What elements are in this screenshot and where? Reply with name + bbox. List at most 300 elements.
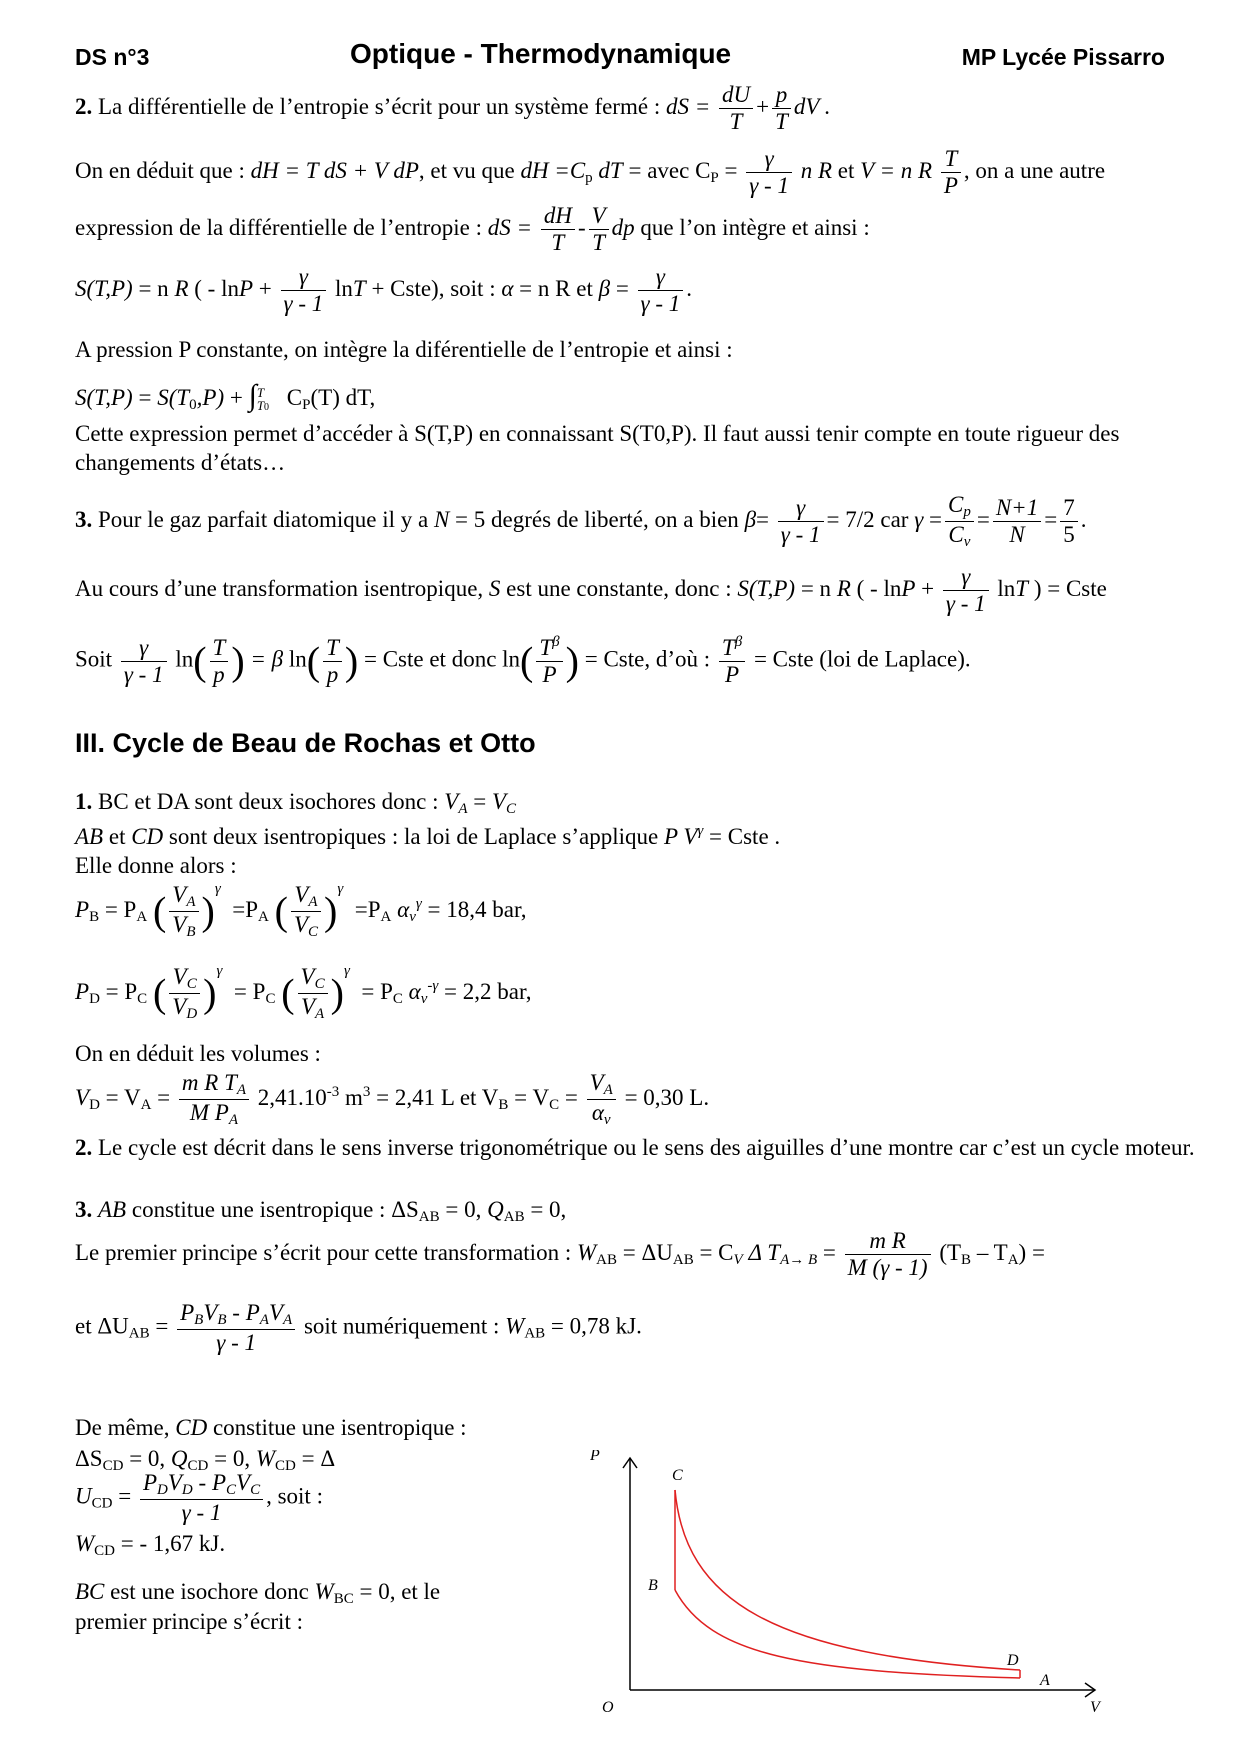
text: + <box>921 576 935 602</box>
math: S <box>488 576 501 602</box>
frac-num: dH <box>541 203 575 230</box>
Cv: C <box>948 522 964 548</box>
text: et ΔU <box>75 1313 129 1339</box>
text: expression de la différentielle de l’entropie : <box>75 215 483 241</box>
s3-cd-4 <box>75 1530 225 1560</box>
text: = V <box>514 1085 550 1111</box>
q3-line1: 3. Pour le gaz parfait diatomique il y a N = 5 degrés de liberté, on a bien β= $\frac{\gamma}{\gamma - 1}$ = 7/2 car γ = $\frac{C_p}{C_v}$ = $\frac{N+1}{N}$ = $\frac{7}{5}$ . <box>75 492 1087 551</box>
math: dH = T dS + V dP <box>250 158 419 184</box>
Tbeta: T <box>721 635 735 660</box>
math: dp <box>611 215 635 241</box>
V: V <box>172 994 187 1020</box>
text: dT <box>345 385 370 410</box>
frac-num <box>169 882 198 912</box>
header-title: Optique - Thermodynamique <box>350 38 732 69</box>
V: V <box>172 963 187 989</box>
sub: C <box>549 1097 560 1114</box>
frac-num <box>298 964 328 994</box>
math: AB <box>98 1197 127 1222</box>
text: = Δ <box>301 1446 336 1471</box>
frac-num: dU <box>719 82 753 109</box>
frac-den: γ - 1 <box>780 522 821 548</box>
text: . <box>1080 507 1087 533</box>
point-b-label: B <box>648 1577 658 1594</box>
eq-PD <box>75 962 531 1023</box>
text: ln <box>997 576 1016 602</box>
s3-q1-line3: Elle donne alors : <box>75 853 237 878</box>
P: P <box>142 1470 158 1495</box>
sup: -γ <box>427 978 439 994</box>
sub: D <box>89 991 100 1007</box>
s3-q1-line2 <box>75 822 780 851</box>
sup: γ <box>216 963 223 979</box>
sub: A <box>236 1082 247 1098</box>
math: BC <box>75 1579 105 1604</box>
text: = 18,4 bar, <box>427 897 527 922</box>
frac-T-P <box>941 146 961 200</box>
text: est une constante, donc : <box>506 576 732 602</box>
frac-num <box>169 964 200 994</box>
paren-open: ( <box>281 970 295 1016</box>
text: (T) <box>310 385 340 410</box>
frac-num <box>291 882 321 912</box>
sup: γ <box>214 881 221 897</box>
axis-v-label: V <box>1090 1699 1100 1716</box>
text: ) = Cste <box>1033 576 1107 602</box>
frac-num <box>179 1070 249 1100</box>
sub: A <box>308 893 318 910</box>
math: P <box>75 979 90 1004</box>
lower-bound <box>257 399 269 413</box>
text: = <box>473 789 487 814</box>
s3-q1-line1 <box>75 788 516 818</box>
frac-gamma-q3c <box>121 635 167 689</box>
sub: AB <box>503 1209 525 1225</box>
q2-line5: A pression P constante, on intègre la diférentielle de l’entropie et ainsi : <box>75 337 733 362</box>
math: = β <box>250 646 284 672</box>
text: 2,41.10 <box>257 1085 327 1111</box>
frac-gamma <box>746 146 792 200</box>
math: S(T <box>157 385 190 410</box>
text: , on a une autre <box>963 158 1106 184</box>
math: V <box>491 789 507 814</box>
s3-bc-2: premier principe s’écrit : <box>75 1609 303 1634</box>
sub: v <box>420 991 428 1007</box>
sub: A <box>228 1112 239 1129</box>
sub: A <box>315 1006 325 1023</box>
pv-diagram <box>590 1450 1150 1740</box>
text: = P <box>233 979 266 1004</box>
dV-text: dV . <box>793 94 831 120</box>
text: = P <box>105 979 138 1004</box>
math: Q <box>487 1197 504 1222</box>
text: = 0, <box>530 1197 567 1222</box>
frac-den: γ - 1 <box>283 291 324 317</box>
paren-close: ) <box>203 970 217 1016</box>
text: = 0, et le <box>359 1579 441 1604</box>
integral-bounds <box>257 386 269 413</box>
sub: C <box>137 991 148 1007</box>
frac-num <box>536 634 562 662</box>
q2-line2 <box>75 146 1105 200</box>
s3-bc-1 <box>75 1578 440 1608</box>
math: AB <box>75 824 104 849</box>
text: = 0,78 kJ. <box>550 1313 642 1339</box>
text: = 0, <box>129 1446 166 1471</box>
sub: C <box>314 975 325 992</box>
sup: β <box>552 634 560 650</box>
frac-den: p <box>213 661 225 687</box>
V: V <box>293 912 308 938</box>
frac-den <box>945 522 974 551</box>
text: = Cste, d’où : <box>584 646 711 672</box>
math: T <box>1015 576 1029 602</box>
Tbeta: T <box>539 635 553 660</box>
s3-q3 <box>75 1196 566 1226</box>
math: CD <box>175 1415 208 1440</box>
paren-open: ( <box>152 888 167 934</box>
text: ln <box>288 646 307 672</box>
text: , soit : <box>266 1483 323 1509</box>
frac-num: T <box>941 146 961 173</box>
frac-num: T <box>323 635 342 662</box>
text: = 5 degrés de liberté, on a bien <box>455 507 739 533</box>
text: C <box>286 385 303 410</box>
math: γ <box>914 507 924 533</box>
frac-gamma-2 <box>281 264 327 318</box>
math: P <box>901 576 916 602</box>
frac-num: p <box>772 82 791 109</box>
math: β <box>598 276 611 302</box>
text: Au cours d’une transformation isentropique, <box>75 576 484 602</box>
text: ( - ln <box>856 576 902 602</box>
text: Soit <box>75 646 113 672</box>
sub: D <box>89 1097 100 1114</box>
sub: BC <box>333 1591 354 1607</box>
math: P V <box>663 824 698 849</box>
frac-den <box>298 994 328 1023</box>
sub: A <box>603 1082 613 1098</box>
frac-den: γ - 1 <box>640 291 681 317</box>
text: soit numériquement : <box>303 1313 500 1339</box>
text: et <box>837 158 855 184</box>
text: que l’on intègre et ainsi : <box>640 215 870 241</box>
sub: A→ B <box>780 1252 818 1269</box>
V: V <box>300 963 315 989</box>
text: = 2,41 L et V <box>376 1085 499 1111</box>
math: α <box>501 276 514 302</box>
math: W <box>314 1579 334 1604</box>
text: = 0, <box>214 1446 251 1471</box>
sub: D <box>186 1006 198 1023</box>
text: = Cste et donc ln <box>363 646 521 672</box>
text: est une isochore donc <box>110 1579 309 1604</box>
P: P <box>245 1300 260 1325</box>
frac-num: γ <box>778 495 824 522</box>
sub: P <box>302 397 311 413</box>
frac-den: P <box>725 662 740 688</box>
text: = Cste . <box>709 824 781 849</box>
text: = <box>822 1240 836 1266</box>
sub: B <box>186 924 196 941</box>
text: m <box>345 1085 363 1111</box>
sub: C <box>308 924 319 941</box>
text: Le cycle est décrit dans le sens inverse trigonométrique ou le sens des aiguilles d’une montre car c’est un cycle moteur. <box>98 1135 1195 1160</box>
paren-open: ( <box>152 970 167 1016</box>
sub: p <box>585 170 593 187</box>
q2-paragraph: Cette expression permet d’accéder à S(T,P) en connaissant S(T0,P). Il faut aussi tenir compte en toute rigueur des changements d’états… <box>75 421 1120 475</box>
frac-gamma-3 <box>638 264 684 318</box>
section-title: III. Cycle de Beau de Rochas et Otto <box>75 728 536 758</box>
sub: A <box>136 909 148 925</box>
frac-den: γ - 1 <box>123 661 164 687</box>
frac-num: $P_BV_B - P_AV_A$ <box>177 1300 295 1330</box>
sub: B <box>217 1312 227 1328</box>
frac-num: 7 <box>1060 495 1078 522</box>
frac-T-p-2 <box>323 635 342 689</box>
V: V <box>294 881 309 907</box>
text: constitue une isentropique : <box>212 1415 467 1440</box>
frac-mRT-MP <box>179 1070 249 1130</box>
axis-p-label: P <box>590 1450 600 1464</box>
sup: β <box>734 634 743 650</box>
frac-Tbeta-P-2 <box>719 634 745 689</box>
upper-bound: T <box>256 385 265 401</box>
sub: A <box>380 909 392 925</box>
sub: C <box>392 991 403 1007</box>
frac-V-T <box>589 203 609 257</box>
frac-p-T <box>772 82 791 136</box>
text: + <box>258 276 272 302</box>
sub: CD <box>275 1458 296 1474</box>
text: Le premier principe s’écrit pour cette transformation : <box>75 1240 572 1266</box>
text: sont deux isentropiques : la loi de Laplace s’applique <box>168 824 659 849</box>
sub: AB <box>128 1325 150 1342</box>
V: V <box>167 1470 182 1495</box>
math: dT <box>598 158 623 184</box>
math: W <box>505 1313 525 1339</box>
P: P <box>180 1300 195 1325</box>
math: β <box>744 507 757 533</box>
frac-den <box>179 1100 249 1129</box>
frac-num: m R <box>845 1228 931 1255</box>
page-header <box>75 38 1165 78</box>
V: V <box>203 1300 218 1325</box>
sub: C <box>250 1482 261 1498</box>
frac-VA-VC <box>291 882 321 942</box>
s3-cd-1 <box>75 1414 467 1442</box>
q-number: 2. <box>75 1135 93 1160</box>
frac-num: γ <box>943 564 989 591</box>
frac-mR-M <box>845 1228 931 1282</box>
paren-close: ) <box>344 638 359 684</box>
math: V <box>75 1085 90 1111</box>
text: = P <box>104 897 137 922</box>
V: V <box>172 912 187 938</box>
sub: A <box>458 801 468 817</box>
frac-den: γ - 1 <box>945 591 986 617</box>
frac-num: V <box>589 203 609 230</box>
text: = n R et <box>519 276 593 302</box>
vol-intro: On en déduit les volumes : <box>75 1041 321 1066</box>
sub: CD <box>102 1458 124 1474</box>
math: W <box>255 1446 276 1471</box>
text: De même, <box>75 1415 170 1440</box>
frac-den <box>587 1100 616 1129</box>
text: (T <box>939 1240 962 1266</box>
text: = - 1,67 kJ. <box>120 1531 226 1556</box>
frac-dH-T <box>541 203 575 257</box>
text: = <box>724 158 738 184</box>
frac-den: P <box>542 662 557 688</box>
frac-Tbeta-P <box>536 634 562 689</box>
text: + Cste), soit : <box>371 276 496 302</box>
frac-num: γ <box>121 635 167 662</box>
frac-gamma-q3b <box>943 564 989 618</box>
sub: B <box>194 1312 204 1328</box>
text: et <box>108 824 126 849</box>
text: = <box>615 276 629 302</box>
s3-pp <box>75 1228 1045 1282</box>
text: ln <box>335 276 353 302</box>
frac-T-p <box>210 635 229 689</box>
header-left: DS n°3 <box>75 44 150 70</box>
math: α <box>408 979 421 1004</box>
frac-N <box>993 495 1041 549</box>
q2-number: 2. <box>75 94 93 120</box>
paren-close: ) <box>324 888 338 934</box>
V: V <box>172 881 187 907</box>
point-d-label: D <box>1007 1652 1019 1669</box>
math: dH =C <box>520 158 586 184</box>
sub: A <box>283 1312 293 1328</box>
sub: C <box>265 991 276 1007</box>
text: = ΔU <box>622 1240 673 1266</box>
sub: AB <box>524 1325 546 1342</box>
sup: 3 <box>362 1084 371 1101</box>
text: = C <box>699 1240 734 1266</box>
math: T <box>352 276 366 302</box>
frac-den <box>169 912 198 941</box>
text: = 7/2 car <box>826 507 909 533</box>
sub: P <box>710 170 719 187</box>
sub: A <box>258 909 269 925</box>
math: S(T,P) <box>75 385 133 410</box>
text: = <box>756 507 770 533</box>
sub: C <box>226 1482 237 1498</box>
math: V <box>444 789 459 814</box>
point-a-label: A <box>1040 1672 1050 1689</box>
sub: D <box>157 1482 168 1498</box>
frac-den: T <box>592 230 606 256</box>
text: = V <box>105 1085 141 1111</box>
math: α <box>397 897 410 922</box>
V: V <box>268 1300 284 1325</box>
text: = <box>155 1313 169 1339</box>
frac-den: γ - 1 <box>749 173 789 199</box>
frac-VA-alpha <box>587 1070 616 1130</box>
frac-den <box>169 994 200 1023</box>
frac-den: P <box>943 173 958 199</box>
sub: B <box>498 1097 509 1114</box>
sub: A <box>259 1312 269 1328</box>
frac-den: 5 <box>1063 522 1075 548</box>
q3-line3 <box>75 634 971 689</box>
P: P <box>211 1470 226 1495</box>
V: V <box>236 1470 251 1495</box>
frac-den: M (γ - 1) <box>847 1255 928 1281</box>
paren-close: ) <box>231 638 245 684</box>
sub: A <box>140 1097 152 1114</box>
math: S(T,P) <box>737 576 796 602</box>
sub: CD <box>91 1495 113 1512</box>
text: = P <box>361 979 393 1004</box>
q2-intro: La différentielle de l’entropie s’écrit pour un système fermé : <box>98 94 661 120</box>
eq-PB <box>75 880 526 941</box>
q-number: 1. <box>75 789 93 814</box>
Cp: C <box>948 492 964 517</box>
text: BC et DA sont deux isochores donc : <box>98 789 439 814</box>
math: R <box>836 576 851 602</box>
frac-PV <box>177 1300 295 1357</box>
math: P <box>75 897 90 922</box>
math: W <box>576 1240 597 1266</box>
sub: v <box>409 909 416 925</box>
frac-den: γ - 1 <box>216 1330 256 1356</box>
origin-label: O <box>602 1699 614 1716</box>
sub: C <box>186 975 197 992</box>
sub: AB <box>418 1209 440 1225</box>
sub: C <box>506 801 517 817</box>
frac-VC-VA <box>298 964 328 1024</box>
header-right: MP Lycée Pissarro <box>961 44 1165 70</box>
text: + <box>229 385 243 410</box>
text: , <box>369 385 376 410</box>
frac-num: N+1 <box>993 495 1041 522</box>
frac-num: $P_DV_D - P_CV_C$ <box>140 1470 263 1500</box>
text: ln <box>175 646 194 672</box>
q2-line1: 2. La différentielle de l’entropie s’écrit pour un système fermé : dS = $\frac{dU}{T}$ + $\frac{p}{T}$ dV . <box>75 82 831 135</box>
frac-den: γ - 1 <box>181 1500 222 1526</box>
text: = 2,2 bar, <box>444 979 532 1004</box>
frac-num <box>719 634 745 662</box>
cycle-curve-ba <box>675 1590 1020 1678</box>
lower-bound-sub: 0 <box>264 402 270 414</box>
sup: γ <box>337 881 344 897</box>
q2-line4: S(T,P) = n R ( - lnP + $\frac{\gamma}{\gamma - 1}$ lnT + Cste), soit : α = n R et β = $\frac{\gamma}{\gamma - 1}$ . <box>75 264 693 317</box>
sub: B <box>961 1252 972 1269</box>
q2-line6 <box>75 378 375 414</box>
sub: v <box>963 534 971 551</box>
text: – T <box>976 1240 1008 1266</box>
sub: A <box>186 893 196 910</box>
s3-du <box>75 1300 642 1357</box>
math: V = n R <box>860 158 933 184</box>
frac-num <box>587 1070 616 1100</box>
math: n R <box>800 158 833 184</box>
math: N <box>433 507 450 533</box>
MP: M P <box>189 1100 229 1126</box>
sup: γ <box>343 963 350 979</box>
cycle-curve-cd <box>675 1490 1020 1670</box>
frac-PV-CD <box>140 1470 263 1527</box>
frac-gamma-q3 <box>778 495 824 549</box>
sup: -3 <box>326 1084 340 1101</box>
V: V <box>300 994 316 1020</box>
math: Δ T <box>748 1240 781 1266</box>
paren-open: ( <box>520 638 534 684</box>
text: ( - ln <box>194 276 239 302</box>
